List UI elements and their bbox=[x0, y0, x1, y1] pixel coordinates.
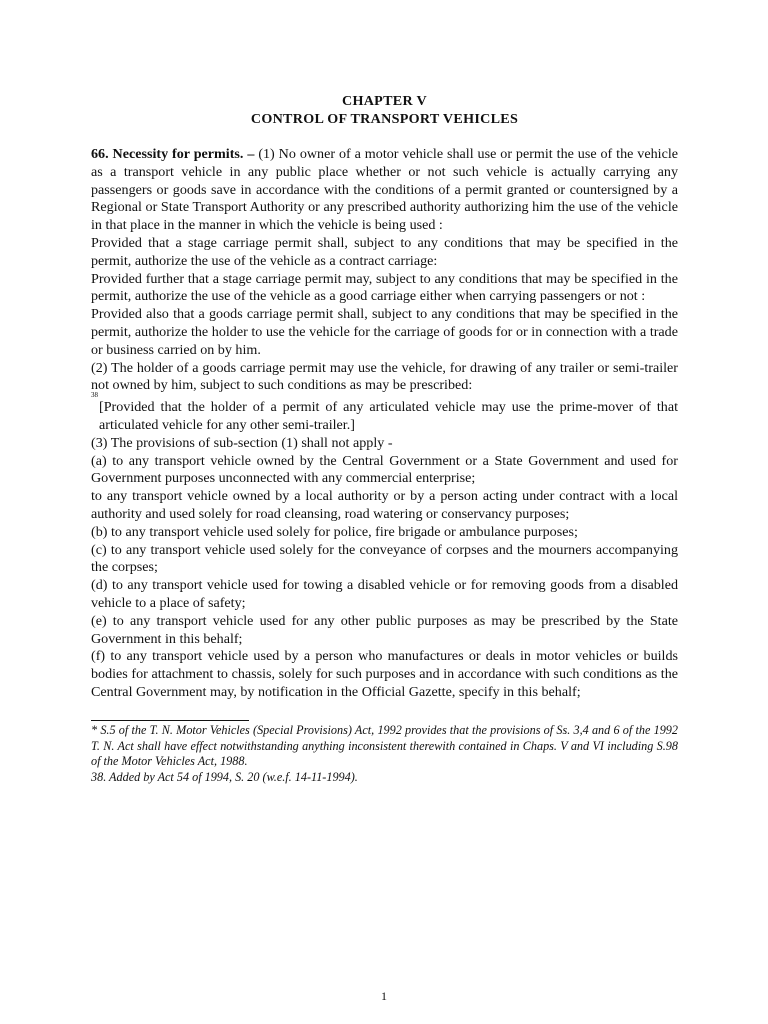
clause-d: (d) to any transport vehicle used for towing a disabled vehicle or for removing goods from a disabled vehicle to a place of safety; bbox=[91, 577, 678, 611]
subsection-2: (2) The holder of a goods carriage permit may use the vehicle, for drawing of any trailer or semi-trailer not owned by him, subject to such conditions as may be prescribed: bbox=[91, 359, 678, 394]
clause-e: (e) to any transport vehicle used for any other public purposes as may be prescribed by the State Government in this behalf; bbox=[91, 612, 678, 647]
clause-f: (f) to any transport vehicle used by a person who manufactures or deals in motor vehicles or builds bodies for attachment to chassis, solely for such purposes and in accordance with such conditions as the Central Government may, by notification in the Official Gazette, specify in this behalf; bbox=[91, 648, 678, 700]
section-66-para-1 bbox=[91, 146, 678, 235]
proviso-3: Provided also that a goods carriage permit shall, subject to any conditions that may be specified in the permit, authorize the holder to use the vehicle for the carriage of goods for or in connection with a trade or business carried on by him. bbox=[91, 306, 678, 358]
footnote-38: 38. Added by Act 54 of 1994, S. 20 (w.e.f. 14-11-1994). bbox=[91, 770, 358, 785]
footnote-star: * S.5 of the T. N. Motor Vehicles (Special Provisions) Act, 1992 provides that the provisions of Ss. 3,4 and 6 of the 1992 T. N. Act shall have effect notwithstanding anything inconsistent therewith contained in Chaps. V and VI including S.98 of the Motor Vehicles Act, 1988. bbox=[91, 722, 678, 769]
clause-b: (b) to any transport vehicle used solely for police, fire brigade or ambulance purposes; bbox=[91, 523, 578, 540]
chapter-title: CONTROL OF TRANSPORT VEHICLES bbox=[250, 111, 519, 127]
clause-c: (c) to any transport vehicle used solely for the conveyance of corpses and the mourners accompanying the corpses; bbox=[91, 541, 678, 576]
subsection-3: (3) The provisions of sub-section (1) shall not apply - bbox=[91, 434, 393, 451]
clause-a: (a) to any transport vehicle owned by the Central Government or a State Government and used for Government purposes unconnected with any commercial enterprise; bbox=[91, 452, 678, 487]
document-page bbox=[91, 92, 678, 786]
proviso-1: Provided that a stage carriage permit shall, subject to any conditions that may be specified in the permit, authorize the use of the vehicle as a contract carriage: bbox=[91, 234, 678, 269]
chapter-number: CHAPTER V bbox=[341, 93, 428, 109]
section-text: (1) No owner of a motor vehicle shall use or permit the use of the vehicle as a transport vehicle in any public place whether or not such vehicle is actually carrying any passengers or goods save in accordance with the conditions of a permit granted or countersigned by a Regional or State Transport Authority or any prescribed authority authorizing him the use of the vehicle in that place in the manner in which the vehicle is being used : bbox=[91, 146, 679, 234]
page-number: 1 bbox=[381, 989, 387, 1003]
section-heading: 66. Necessity for permits. – bbox=[91, 146, 255, 162]
footnote-ref-38: 38 bbox=[91, 391, 98, 400]
clause-a-cont: to any transport vehicle owned by a local authority or by a person acting under contract with a local authority and used solely for road cleansing, road watering or conservancy purposes; bbox=[91, 488, 678, 522]
proviso-2: Provided further that a stage carriage permit may, subject to any conditions that may be specified in the permit, authorize the use of the vehicle as a good carriage either when carrying passengers or not : bbox=[91, 270, 678, 305]
proviso-articulated: [Provided that the holder of a permit of any articulated vehicle may use the prime-mover of that articulated vehicle for any other semi-trailer.] bbox=[99, 399, 678, 433]
footnote-divider bbox=[91, 720, 249, 721]
